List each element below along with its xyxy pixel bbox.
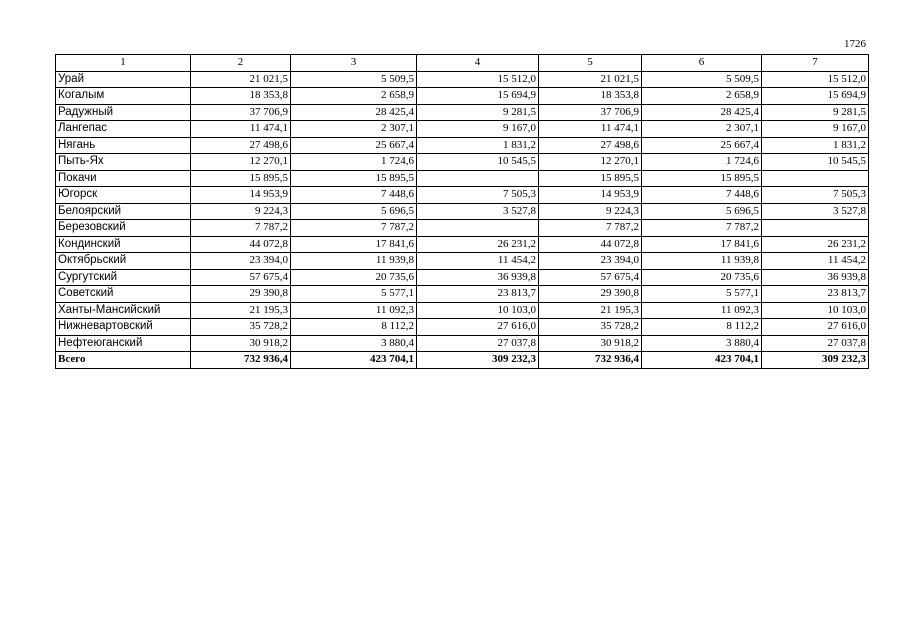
amount-cell: 12 270,1 bbox=[191, 154, 291, 171]
amount-cell: 23 813,7 bbox=[417, 286, 539, 303]
amount-cell: 29 390,8 bbox=[191, 286, 291, 303]
amount-cell: 27 616,0 bbox=[417, 319, 539, 336]
amount-cell: 7 448,6 bbox=[291, 187, 417, 204]
amount-cell: 1 724,6 bbox=[291, 154, 417, 171]
amount-cell: 7 505,3 bbox=[417, 187, 539, 204]
table-row bbox=[56, 170, 869, 187]
amount-cell: 10 103,0 bbox=[417, 302, 539, 319]
amount-cell: 10 545,5 bbox=[762, 154, 869, 171]
amount-cell: 1 831,2 bbox=[417, 137, 539, 154]
amount-cell: 27 498,6 bbox=[191, 137, 291, 154]
column-header: 1 bbox=[56, 55, 191, 72]
municipality-name-cell: Покачи bbox=[56, 170, 191, 187]
amount-cell: 27 037,8 bbox=[417, 335, 539, 352]
amount-cell: 27 037,8 bbox=[762, 335, 869, 352]
column-header: 4 bbox=[417, 55, 539, 72]
municipality-name-cell: Нефтеюганский bbox=[56, 335, 191, 352]
amount-cell: 9 281,5 bbox=[762, 104, 869, 121]
amount-cell: 5 696,5 bbox=[642, 203, 762, 220]
total-amount-cell: 309 232,3 bbox=[417, 352, 539, 369]
table-row bbox=[56, 187, 869, 204]
amount-cell: 26 231,2 bbox=[762, 236, 869, 253]
amount-cell: 14 953,9 bbox=[191, 187, 291, 204]
amount-cell: 9 224,3 bbox=[539, 203, 642, 220]
column-header: 7 bbox=[762, 55, 869, 72]
column-header: 2 bbox=[191, 55, 291, 72]
municipality-name-cell: Кондинский bbox=[56, 236, 191, 253]
amount-cell: 29 390,8 bbox=[539, 286, 642, 303]
amount-cell: 27 616,0 bbox=[762, 319, 869, 336]
total-row bbox=[56, 352, 869, 369]
column-header: 5 bbox=[539, 55, 642, 72]
amount-cell bbox=[762, 170, 869, 187]
amount-cell: 27 498,6 bbox=[539, 137, 642, 154]
table-row bbox=[56, 269, 869, 286]
amount-cell: 35 728,2 bbox=[191, 319, 291, 336]
amount-cell: 37 706,9 bbox=[539, 104, 642, 121]
amount-cell: 20 735,6 bbox=[642, 269, 762, 286]
total-amount-cell: 423 704,1 bbox=[642, 352, 762, 369]
amount-cell bbox=[762, 220, 869, 237]
amount-cell: 44 072,8 bbox=[191, 236, 291, 253]
municipality-name-cell: Югорск bbox=[56, 187, 191, 204]
total-amount-cell: 732 936,4 bbox=[539, 352, 642, 369]
table-row bbox=[56, 104, 869, 121]
amount-cell bbox=[417, 220, 539, 237]
amount-cell: 23 394,0 bbox=[191, 253, 291, 270]
amount-cell: 3 527,8 bbox=[417, 203, 539, 220]
amount-cell: 11 454,2 bbox=[762, 253, 869, 270]
amount-cell: 10 545,5 bbox=[417, 154, 539, 171]
amount-cell: 15 895,5 bbox=[642, 170, 762, 187]
amount-cell: 7 787,2 bbox=[191, 220, 291, 237]
amount-cell: 7 787,2 bbox=[539, 220, 642, 237]
municipality-name-cell: Ханты-Мансийский bbox=[56, 302, 191, 319]
amount-cell: 15 512,0 bbox=[762, 71, 869, 88]
amount-cell: 21 195,3 bbox=[191, 302, 291, 319]
amount-cell: 36 939,8 bbox=[417, 269, 539, 286]
amount-cell: 8 112,2 bbox=[642, 319, 762, 336]
amount-cell: 44 072,8 bbox=[539, 236, 642, 253]
amount-cell: 30 918,2 bbox=[191, 335, 291, 352]
amount-cell: 25 667,4 bbox=[291, 137, 417, 154]
amount-cell: 15 694,9 bbox=[762, 88, 869, 105]
amount-cell: 9 167,0 bbox=[762, 121, 869, 138]
amount-cell: 2 307,1 bbox=[291, 121, 417, 138]
amount-cell: 7 505,3 bbox=[762, 187, 869, 204]
amount-cell: 11 092,3 bbox=[642, 302, 762, 319]
amount-cell: 1 724,6 bbox=[642, 154, 762, 171]
amount-cell: 35 728,2 bbox=[539, 319, 642, 336]
header-row bbox=[56, 55, 869, 72]
amount-cell: 5 509,5 bbox=[291, 71, 417, 88]
amount-cell: 23 394,0 bbox=[539, 253, 642, 270]
amount-cell: 57 675,4 bbox=[539, 269, 642, 286]
total-amount-cell: 423 704,1 bbox=[291, 352, 417, 369]
amount-cell: 11 474,1 bbox=[191, 121, 291, 138]
municipality-name-cell: Урай bbox=[56, 71, 191, 88]
table-row bbox=[56, 319, 869, 336]
amount-cell: 17 841,6 bbox=[291, 236, 417, 253]
budget-table bbox=[55, 54, 869, 369]
amount-cell: 2 307,1 bbox=[642, 121, 762, 138]
amount-cell: 23 813,7 bbox=[762, 286, 869, 303]
municipality-name-cell: Пыть-Ях bbox=[56, 154, 191, 171]
amount-cell: 2 658,9 bbox=[291, 88, 417, 105]
amount-cell: 9 281,5 bbox=[417, 104, 539, 121]
amount-cell: 12 270,1 bbox=[539, 154, 642, 171]
table-row bbox=[56, 335, 869, 352]
amount-cell: 5 577,1 bbox=[642, 286, 762, 303]
amount-cell: 5 696,5 bbox=[291, 203, 417, 220]
amount-cell: 9 167,0 bbox=[417, 121, 539, 138]
table-row bbox=[56, 137, 869, 154]
amount-cell: 28 425,4 bbox=[291, 104, 417, 121]
municipality-name-cell: Лангепас bbox=[56, 121, 191, 138]
municipality-name-cell: Березовский bbox=[56, 220, 191, 237]
table-body bbox=[56, 71, 869, 368]
amount-cell: 20 735,6 bbox=[291, 269, 417, 286]
municipality-name-cell: Нягань bbox=[56, 137, 191, 154]
municipality-name-cell: Белоярский bbox=[56, 203, 191, 220]
table-row bbox=[56, 220, 869, 237]
amount-cell: 7 448,6 bbox=[642, 187, 762, 204]
table-row bbox=[56, 286, 869, 303]
column-header: 6 bbox=[642, 55, 762, 72]
amount-cell: 21 021,5 bbox=[539, 71, 642, 88]
amount-cell: 11 939,8 bbox=[291, 253, 417, 270]
table-row bbox=[56, 236, 869, 253]
amount-cell: 11 092,3 bbox=[291, 302, 417, 319]
total-label-cell: Всего bbox=[56, 352, 191, 369]
column-header: 3 bbox=[291, 55, 417, 72]
amount-cell: 1 831,2 bbox=[762, 137, 869, 154]
municipality-name-cell: Когалым bbox=[56, 88, 191, 105]
amount-cell: 36 939,8 bbox=[762, 269, 869, 286]
municipality-name-cell: Октябрьский bbox=[56, 253, 191, 270]
amount-cell: 15 895,5 bbox=[539, 170, 642, 187]
page-number: 1726 bbox=[844, 38, 866, 50]
amount-cell: 11 939,8 bbox=[642, 253, 762, 270]
amount-cell: 2 658,9 bbox=[642, 88, 762, 105]
amount-cell: 28 425,4 bbox=[642, 104, 762, 121]
amount-cell: 9 224,3 bbox=[191, 203, 291, 220]
municipality-name-cell: Сургутский bbox=[56, 269, 191, 286]
amount-cell: 7 787,2 bbox=[642, 220, 762, 237]
amount-cell: 37 706,9 bbox=[191, 104, 291, 121]
total-amount-cell: 309 232,3 bbox=[762, 352, 869, 369]
amount-cell: 26 231,2 bbox=[417, 236, 539, 253]
amount-cell: 18 353,8 bbox=[191, 88, 291, 105]
amount-cell: 7 787,2 bbox=[291, 220, 417, 237]
amount-cell: 5 577,1 bbox=[291, 286, 417, 303]
amount-cell: 8 112,2 bbox=[291, 319, 417, 336]
table-row bbox=[56, 71, 869, 88]
table-row bbox=[56, 88, 869, 105]
amount-cell: 18 353,8 bbox=[539, 88, 642, 105]
amount-cell: 15 895,5 bbox=[291, 170, 417, 187]
table-row bbox=[56, 121, 869, 138]
amount-cell: 21 195,3 bbox=[539, 302, 642, 319]
amount-cell: 15 895,5 bbox=[191, 170, 291, 187]
amount-cell: 17 841,6 bbox=[642, 236, 762, 253]
amount-cell: 15 694,9 bbox=[417, 88, 539, 105]
amount-cell: 3 880,4 bbox=[291, 335, 417, 352]
amount-cell: 15 512,0 bbox=[417, 71, 539, 88]
table-row bbox=[56, 253, 869, 270]
table-row bbox=[56, 302, 869, 319]
amount-cell: 3 527,8 bbox=[762, 203, 869, 220]
amount-cell: 14 953,9 bbox=[539, 187, 642, 204]
table-row bbox=[56, 154, 869, 171]
municipality-name-cell: Советский bbox=[56, 286, 191, 303]
amount-cell: 11 454,2 bbox=[417, 253, 539, 270]
municipality-name-cell: Нижневартовский bbox=[56, 319, 191, 336]
amount-cell: 3 880,4 bbox=[642, 335, 762, 352]
amount-cell: 57 675,4 bbox=[191, 269, 291, 286]
table-row bbox=[56, 203, 869, 220]
amount-cell bbox=[417, 170, 539, 187]
amount-cell: 21 021,5 bbox=[191, 71, 291, 88]
amount-cell: 10 103,0 bbox=[762, 302, 869, 319]
amount-cell: 11 474,1 bbox=[539, 121, 642, 138]
amount-cell: 30 918,2 bbox=[539, 335, 642, 352]
amount-cell: 25 667,4 bbox=[642, 137, 762, 154]
municipality-name-cell: Радужный bbox=[56, 104, 191, 121]
amount-cell: 5 509,5 bbox=[642, 71, 762, 88]
total-amount-cell: 732 936,4 bbox=[191, 352, 291, 369]
